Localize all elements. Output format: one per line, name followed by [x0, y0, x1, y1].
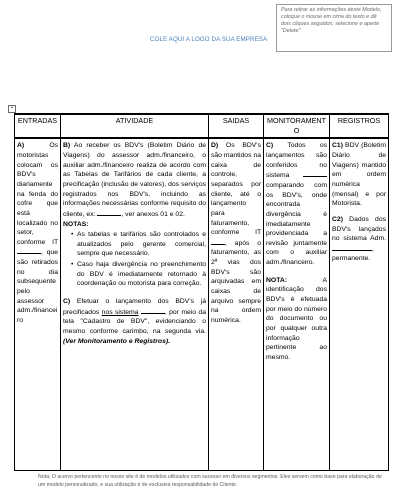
table-header-row	[15, 114, 389, 138]
entradas-label: A)	[17, 142, 25, 150]
atividade-c-label: C)	[63, 298, 71, 306]
cell-saidas	[209, 138, 264, 470]
cell-registros	[330, 138, 389, 470]
footer-note-label: Nota:	[38, 474, 51, 480]
atividade-b-blank-field[interactable]	[97, 209, 121, 216]
footer-note-text: O acervo pertencente no nosso site é de modelos utilizados com sucesso em diversos segmentos. Eles servem como base para elaboração de um modelo personalizado, e sua utilização é de exclusiva responsabilidade do Cliente.	[38, 474, 382, 488]
registros-c1-text: BDV (Boletim Diário de Viagens) mantido em ordem numérica (mensal) e por Motorista.	[332, 142, 387, 208]
atividade-c-blank-field[interactable]	[141, 307, 165, 314]
monitoramento-nota-paragraph	[266, 276, 327, 363]
entradas-text-1: Os motoristas colocam os BDV's diariamente na fenda do cofre que está localizado no setor, conforme IT	[17, 142, 58, 246]
saidas-label: D)	[211, 142, 219, 150]
registros-c2-paragraph	[332, 215, 386, 264]
cell-atividade	[61, 138, 209, 470]
table-move-handle-icon[interactable]: +	[8, 105, 16, 113]
atividade-b-text: Ao receber os BDV's (Boletim Diário de Viagens) do assessor adm./financeiro, o auxiliar adm./financeiro realiza de acordo com as Tabelas de Tarifários de cada cliente, a precificação (inclusão de valores), dos serviços registrados nos BDV's, incluindo as informações necessárias conforme requisito do cliente, ex:	[63, 142, 207, 218]
header-registros: REGISTROS	[330, 114, 389, 138]
instruction-note-box	[276, 4, 392, 52]
registros-c1-paragraph	[332, 141, 386, 208]
saidas-text-2: , após o faturamento, as 2ª vias dos BDV's são arquivadas em caixas de arquivo sempre na ordem numérica.	[211, 239, 261, 324]
cell-monitoramento	[264, 138, 330, 470]
entradas-text-2: , que são retirados no dia subsequente pelo assessor adm./financeiro	[17, 249, 58, 324]
atividade-b-paragraph	[63, 141, 206, 219]
atividade-b-label: B)	[63, 142, 71, 150]
registros-c2-text: Dados dos BDV's lançados no sistema Adm.	[332, 215, 386, 243]
header-monitoramento: MONITORAMENTO	[264, 114, 330, 138]
table-row	[15, 138, 389, 470]
header-saidas: SAIDAS	[209, 114, 264, 138]
atividade-notes-label: NOTAS:	[63, 220, 89, 228]
monitoramento-c-paragraph	[266, 141, 327, 267]
footer-note	[38, 474, 390, 490]
monitoramento-text-2: comparando com os BDV's, onde encontrada divergência é imediatamente providenciada a revisão juntamente com o auxiliar adm./financeiro.	[266, 182, 327, 267]
atividade-c-text-1: Efetuar o lançamento dos BDV's já precificados	[63, 298, 207, 316]
atividade-c-reference: (Ver Monitoramento e Registros).	[63, 337, 171, 345]
cell-entradas	[15, 138, 61, 470]
atividade-c-paragraph	[63, 297, 206, 346]
process-table	[14, 113, 389, 471]
header-entradas: ENTRADAS	[15, 114, 61, 138]
logo-placeholder: COLE AQUI A LOGO DA SUA EMPRESA	[150, 36, 268, 43]
monitoramento-blank-field[interactable]	[303, 170, 327, 177]
monitoramento-label: C)	[266, 142, 274, 150]
atividade-note-item: • Caso haja divergência no preenchimento do BDV é imediatamente retornado à coordenação ou motorista para correção.	[71, 260, 206, 289]
atividade-b-annex: , ver anexos 01 e 02.	[121, 210, 185, 218]
atividade-notes-list	[71, 230, 206, 289]
instruction-note-text: Para retirar as informações deste Modelo, coloque o mouse em cima do texto e dê dois cliques seguidos, selecione e aperte "Delete"	[281, 7, 382, 35]
atividade-note-item: • As tabelas e tarifários são controlados e atualizados pelo gerente comercial, sempre que necessário.	[71, 230, 206, 259]
registros-c1-label: C1)	[332, 142, 343, 150]
saidas-text-1: Os BDV's são mantidos na caixa de controle, separados por cliente, até o lançamento para faturamento, conforme IT	[211, 142, 262, 237]
monitoramento-text-1: Todos os lançamentos são conferidos no sistema	[266, 142, 327, 180]
entradas-blank-field[interactable]	[17, 247, 41, 254]
monitoramento-nota-text: A identificação dos BDV's é efetuada por meio do número do documento ou por qualquer outra informação pertinente ao mesmo.	[266, 276, 327, 361]
monitoramento-nota-label: NOTA:	[266, 276, 288, 284]
saidas-blank-field[interactable]	[211, 238, 225, 245]
registros-c2-end: , permanente.	[332, 245, 374, 263]
atividade-c-system-link: nos sistema	[101, 308, 139, 316]
atividade-c-text-2: , por meio da tela "Cadastro de BDV", evidenciando o mesmo conforme carimbo, na segunda via.	[63, 308, 206, 335]
registros-c2-label: C2)	[332, 215, 343, 223]
registros-blank-field[interactable]	[332, 244, 372, 251]
header-atividade: ATIVIDADE	[61, 114, 209, 138]
